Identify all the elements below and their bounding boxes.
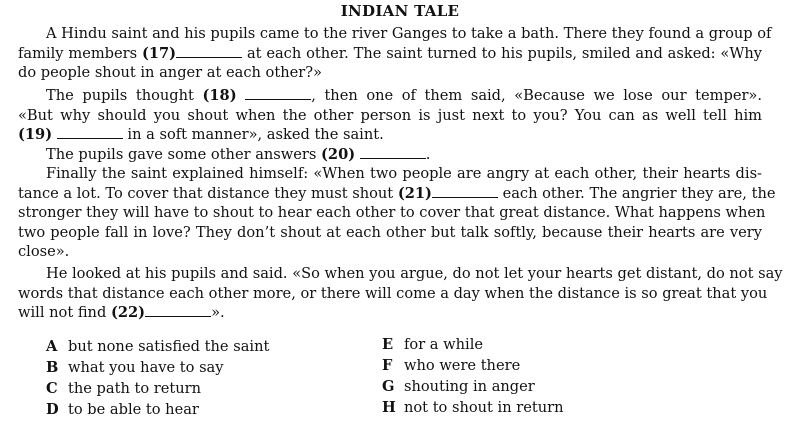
page-title: INDIAN TALE xyxy=(340,2,460,20)
option-text: but none satisfied the saint xyxy=(68,338,270,355)
option-a xyxy=(46,337,269,356)
gap-blank-18 xyxy=(245,86,311,100)
option-letter: C xyxy=(46,380,58,397)
option-letter: D xyxy=(46,401,59,418)
gap-blank-17 xyxy=(176,44,242,58)
gap-number-17: (17) xyxy=(141,44,177,62)
gap-number-18: (18) xyxy=(202,87,237,104)
gap-blank-22 xyxy=(145,303,211,317)
paragraph-1-line-2 xyxy=(18,44,762,64)
gap-number-21: (21) xyxy=(397,184,432,202)
text-segment: in a soft manner», asked the saint. xyxy=(127,126,384,143)
option-letter: G xyxy=(382,378,395,395)
text-segment: ». xyxy=(211,304,225,321)
text-segment: at each other. The saint turned to his pupils, smiled and asked: «Why xyxy=(246,44,763,62)
paragraph-4-line-1: Finally the saint explained himself: «When two people are angry at each other, their hearts dis- xyxy=(46,165,762,182)
option-text: not to shout in return xyxy=(404,399,564,416)
paragraph-5-line-2: words that distance each other more, or there will come a day when the distance is so great that you xyxy=(18,284,768,302)
option-text: shouting in anger xyxy=(404,378,535,395)
option-d xyxy=(46,400,199,419)
option-letter: F xyxy=(382,357,393,374)
text-segment: tance a lot. To cover that distance they must shout xyxy=(18,184,394,202)
option-g xyxy=(382,377,535,396)
gap-number-20: (20) xyxy=(321,146,356,163)
option-c xyxy=(46,379,201,398)
text-segment: The pupils gave some other answers xyxy=(46,146,317,163)
option-text: to be able to hear xyxy=(68,401,199,418)
text-segment: will not find xyxy=(18,304,107,321)
option-text: the path to return xyxy=(68,380,202,397)
option-text: for a while xyxy=(404,336,484,353)
option-e xyxy=(382,335,483,354)
paragraph-4-line-2 xyxy=(18,184,776,204)
option-text: who were there xyxy=(404,357,521,374)
paragraph-2-line-2: «But why should you shout when the other person is just next to you? You can as well tell him xyxy=(18,106,762,124)
paragraph-2-line-3 xyxy=(18,125,762,145)
paragraph-4-line-3: stronger they will have to shout to hear each other to cover that great distance. What happens when xyxy=(18,204,766,221)
option-h xyxy=(382,398,564,417)
option-letter: E xyxy=(382,336,394,353)
text-segment: The pupils thought xyxy=(46,87,194,104)
text-segment: , then one of them said, «Because we lose our temper». xyxy=(311,87,763,104)
paragraph-5-line-1: He looked at his pupils and said. «So when you argue, do not let your hearts get distant, do not say xyxy=(46,265,783,282)
option-f xyxy=(382,356,520,375)
text-segment: family members xyxy=(18,44,138,62)
paragraph-1-line-3: do people shout in anger at each other?» xyxy=(18,64,322,81)
paragraph-4-line-4: two people fall in love? They don’t shout at each other but talk softly, because their hearts are very xyxy=(18,223,762,241)
gap-blank-21 xyxy=(432,184,498,198)
paragraph-4-line-5: close». xyxy=(18,243,70,260)
gap-blank-19 xyxy=(57,125,123,139)
gap-number-22: (22) xyxy=(110,304,146,321)
gap-number-19: (19) xyxy=(18,126,53,143)
paragraph-3-line-1 xyxy=(46,145,762,165)
option-text: what you have to say xyxy=(68,359,224,376)
paragraph-2-line-1 xyxy=(46,86,762,106)
paragraph-5-line-3 xyxy=(18,303,762,323)
gap-blank-20 xyxy=(360,145,426,159)
option-letter: A xyxy=(46,338,58,355)
option-b xyxy=(46,358,224,377)
text-segment: each other. The angrier they are, the xyxy=(502,184,776,202)
option-letter: B xyxy=(46,359,59,376)
option-letter: H xyxy=(382,399,396,416)
text-segment: . xyxy=(425,146,431,163)
paragraph-1-line-1: A Hindu saint and his pupils came to the river Ganges to take a bath. There they found a group of xyxy=(46,25,772,42)
